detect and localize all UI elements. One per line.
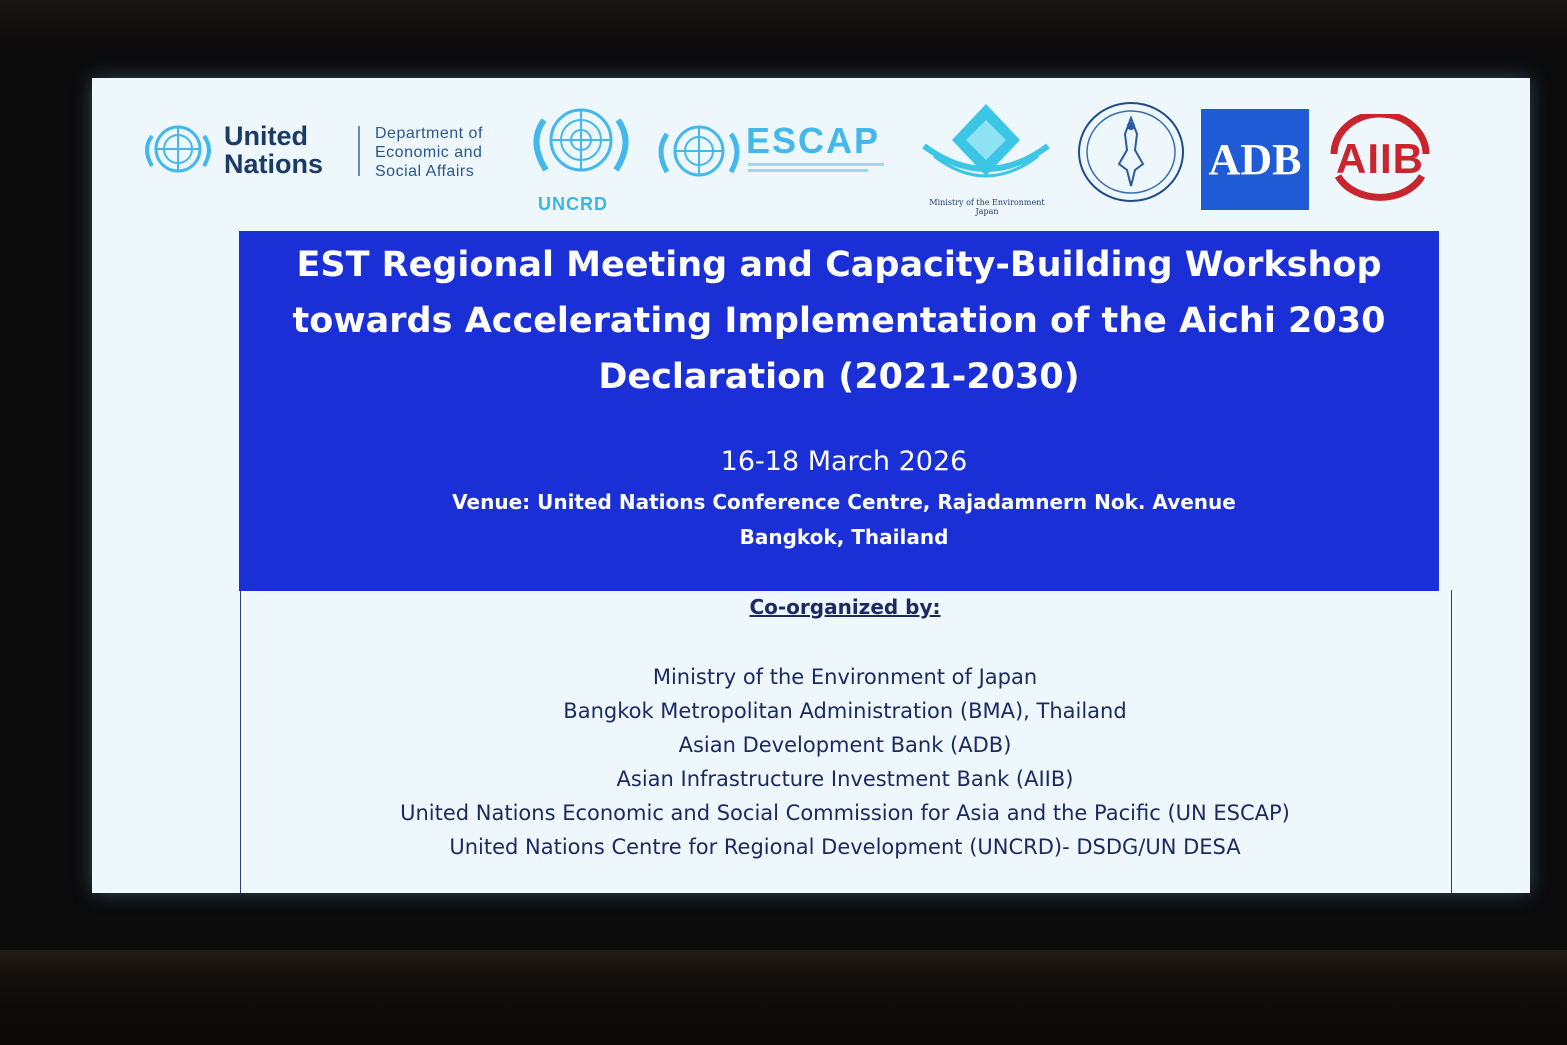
escap-label: ESCAP xyxy=(746,120,881,161)
adb-logo: ADB xyxy=(1201,109,1309,210)
event-city: Bangkok, Thailand xyxy=(739,525,949,549)
event-title-line: EST Regional Meeting and Capacity-Building Workshop xyxy=(296,245,1382,285)
desa-name-line: Economic and xyxy=(375,144,483,161)
coorganizer-item: Asian Development Bank (ADB) xyxy=(678,733,1012,757)
coorganizer-item: Ministry of the Environment of Japan xyxy=(652,665,1038,689)
event-title xyxy=(239,237,1439,405)
moe-japan-label xyxy=(914,198,1060,216)
coorganizers-list xyxy=(240,660,1450,864)
uncrd-label: UNCRD xyxy=(538,194,608,214)
event-title-line: towards Accelerating Implementation of the Aichi 2030 xyxy=(292,301,1386,341)
desa-name-line: Social Affairs xyxy=(375,163,475,180)
coorganizer-item: Asian Infrastructure Investment Bank (AIIB) xyxy=(616,767,1074,791)
escap-subtitle-lines xyxy=(748,162,888,174)
moe-japan-emblem-icon xyxy=(916,100,1056,200)
desa-name xyxy=(375,124,483,181)
event-dates: 16-18 March 2026 xyxy=(720,446,968,477)
coorganizers-heading: Co-organized by: xyxy=(749,595,941,619)
coorganizer-item: United Nations Centre for Regional Development (UNCRD)- DSDG/UN DESA xyxy=(449,835,1241,859)
title-banner xyxy=(239,231,1439,591)
divider xyxy=(358,126,360,176)
desa-name-line: Department of xyxy=(375,125,483,142)
room-ceiling xyxy=(0,0,1567,40)
escap-emblem-icon xyxy=(653,116,745,186)
projection-screen xyxy=(92,78,1530,893)
moe-label-line: Ministry of the Environment xyxy=(929,198,1045,207)
coorganizer-item: Bangkok Metropolitan Administration (BMA), Thailand xyxy=(563,699,1127,723)
uncrd-emblem-icon xyxy=(524,92,638,192)
coorganizer-item: United Nations Economic and Social Commission for Asia and the Pacific (UN ESCAP) xyxy=(400,801,1290,825)
un-emblem-icon xyxy=(138,118,218,180)
moe-label-line: Japan xyxy=(975,207,999,216)
aiib-label: AIIB xyxy=(1336,135,1424,182)
un-name xyxy=(224,122,323,178)
un-name-line: United xyxy=(224,121,308,151)
event-venue: Venue: United Nations Conference Centre, Rajadamnern Nok. Avenue xyxy=(452,490,1236,514)
event-title-line: Declaration (2021-2030) xyxy=(598,357,1080,397)
room-floor xyxy=(0,950,1567,1045)
logo-strip xyxy=(92,78,1530,228)
bma-seal-icon xyxy=(1075,100,1187,204)
un-name-line: Nations xyxy=(224,149,324,179)
